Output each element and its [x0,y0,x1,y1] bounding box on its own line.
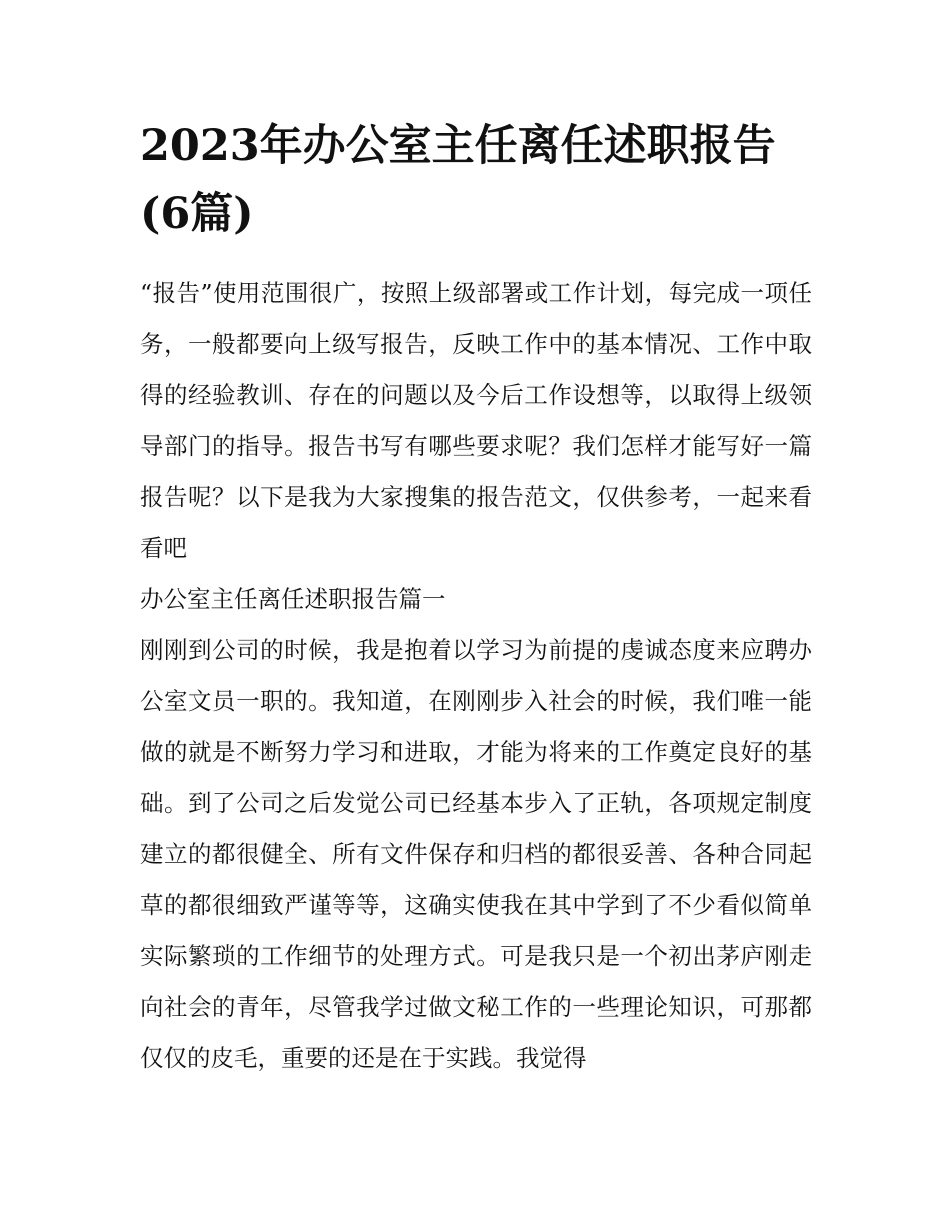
section-body-paragraph: 刚刚到公司的时候，我是抱着以学习为前提的虔诚态度来应聘办公室文员一职的。我知道，在刚刚步入社会的时候，我们唯一能做的就是不断努力学习和进取，才能为将来的工作奠定良好的基础。到了公司之后发觉公司已经基本步入了正轨，各项规定制度建立的都很健全、所有文件保存和归档的都很妥善、各种合同起草的都很细致严谨等等，这确实使我在其中学到了不少看似简单实际繁琐的工作细节的处理方式。可是我只是一个初出茅庐刚走向社会的青年，尽管我学过做文秘工作的一些理论知识，可那都仅仅的皮毛，重要的还是在于实践。我觉得 [140,636,812,1072]
section-heading: 办公室主任离任述职报告篇一 [140,585,446,613]
document-content [140,112,812,1084]
document-title: 2023年办公室主任离任述职报告(6篇) [140,121,776,239]
intro-paragraph: “报告”使用范围很广，按照上级部署或工作计划，每完成一项任务，一般都要向上级写报告，反映工作中的基本情况、工作中取得的经验教训、存在的问题以及今后工作设想等，以取得上级领导部门的指导。报告书写有哪些要求呢？我们怎样才能写好一篇报告呢？以下是我为大家搜集的报告范文，仅供参考，一起来看看吧 [140,279,812,562]
